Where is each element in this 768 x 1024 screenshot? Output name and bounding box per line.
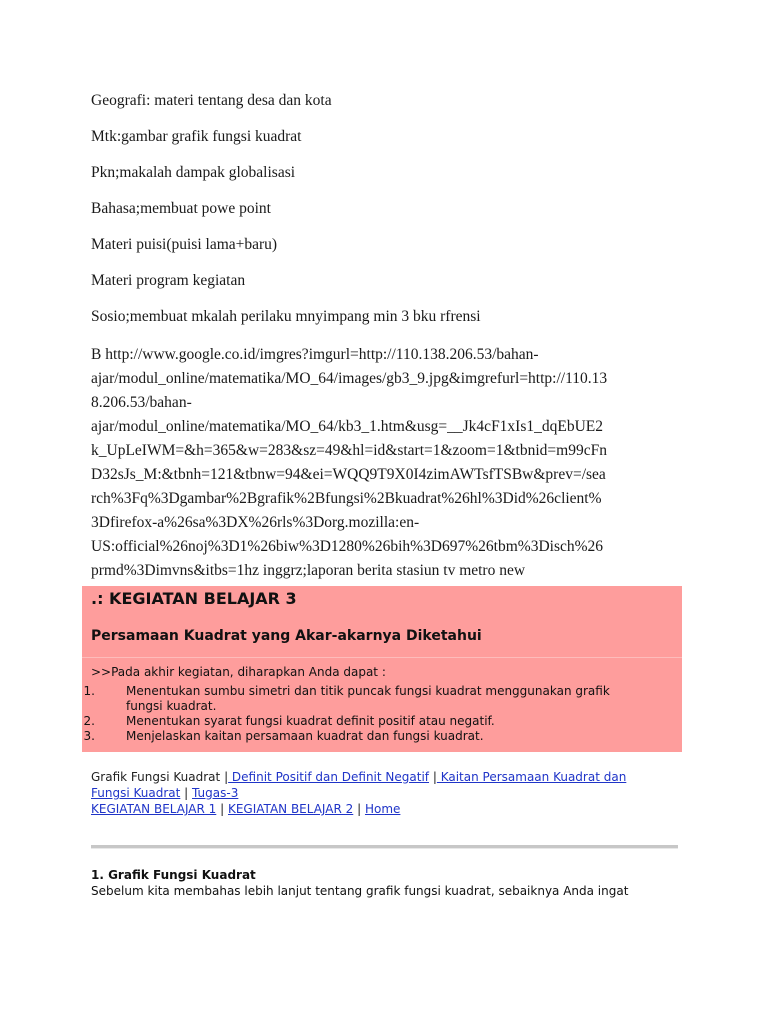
objective-item: [83, 684, 671, 714]
note-geografi: Geografi: materi tentang desa dan kota: [91, 92, 332, 109]
kegiatan-divider: [82, 657, 682, 658]
note-program: Materi program kegiatan: [91, 272, 246, 289]
url-line: prmd%3Dimvns&itbs=1hz inggrz;laporan berita stasiun tv metro new: [91, 562, 526, 579]
objective-text: Menentukan syarat fungsi kuadrat definit positif atau negatif.: [126, 714, 495, 728]
note-bahasa: Bahasa;membuat powe point: [91, 200, 271, 217]
note-mtk: Mtk:gambar grafik fungsi kuadrat: [91, 128, 302, 145]
nav-link-home[interactable]: Home: [364, 802, 401, 816]
note-puisi: Materi puisi(puisi lama+baru): [91, 236, 278, 253]
objective-item: [83, 714, 671, 729]
kegiatan-belajar-box: [82, 586, 682, 752]
nav-link-kaitan-cont[interactable]: Fungsi Kuadrat: [91, 786, 181, 800]
nav-separator: |: [432, 770, 437, 784]
nav-separator: |: [357, 802, 362, 816]
objective-number: 3.: [83, 729, 95, 743]
url-line: ajar/modul_online/matematika/MO_64/images/gb3_9.jpg&imgrefurl=http://110.13: [91, 370, 608, 387]
url-line: B http://www.google.co.id/imgres?imgurl=http://110.138.206.53/bahan-: [91, 346, 539, 363]
nav-link-kb1[interactable]: KEGIATAN BELAJAR 1: [91, 802, 217, 816]
objective-text: Menentukan sumbu simetri dan titik puncak fungsi kuadrat menggunakan grafik: [126, 684, 610, 698]
url-line: 3Dfirefox-a%26sa%3DX%26rls%3Dorg.mozilla:en-: [91, 514, 420, 531]
url-paragraph: [91, 343, 691, 583]
kegiatan-title: .: KEGIATAN BELAJAR 3: [91, 589, 297, 608]
objective-item: [83, 729, 671, 744]
url-line: k_UpLeIWM=&h=365&w=283&sz=49&hl=id&start=1&zoom=1&tbnid=m99cFn: [91, 442, 607, 459]
nav-separator: |: [220, 802, 225, 816]
objectives-list: [83, 684, 671, 744]
objective-number: 2.: [83, 714, 95, 728]
section-body: Sebelum kita membahas lebih lanjut tentang grafik fungsi kuadrat, sebaiknya Anda ingat: [91, 884, 629, 898]
kegiatan-intro: >>Pada akhir kegiatan, diharapkan Anda dapat :: [91, 665, 386, 679]
nav-link-kb2[interactable]: KEGIATAN BELAJAR 2: [227, 802, 354, 816]
nav-separator: |: [224, 770, 229, 784]
topic-navigation: [91, 769, 691, 817]
url-line: D32sJs_M:&tbnh=121&tbnw=94&ei=WQQ9T9X0I4zimAWTsfTSBw&prev=/sea: [91, 466, 606, 483]
note-pkn: Pkn;makalah dampak globalisasi: [91, 164, 296, 181]
objective-text-cont: fungsi kuadrat.: [126, 699, 217, 713]
url-line: ajar/modul_online/matematika/MO_64/kb3_1.htm&usg=__Jk4cF1xIs1_dqEbUE2: [91, 418, 604, 435]
nav-link-tugas[interactable]: Tugas-3: [192, 786, 239, 800]
section-title: 1. Grafik Fungsi Kuadrat: [91, 868, 256, 882]
nav-current: Grafik Fungsi Kuadrat: [91, 770, 221, 784]
kegiatan-subtitle: Persamaan Kuadrat yang Akar-akarnya Diketahui: [91, 628, 482, 644]
nav-link-definit[interactable]: Definit Positif dan Definit Negatif: [228, 770, 430, 784]
url-line: 8.206.53/bahan-: [91, 394, 192, 411]
url-line: US:official%26noj%3D1%26biw%3D1280%26bih%3D697%26tbm%3Disch%26: [91, 538, 604, 555]
nav-separator: |: [184, 786, 189, 800]
objective-text: Menjelaskan kaitan persamaan kuadrat dan fungsi kuadrat.: [126, 729, 484, 743]
objective-number: 1.: [83, 684, 95, 698]
nav-link-kaitan[interactable]: Kaitan Persamaan Kuadrat dan: [436, 770, 627, 784]
note-sosio: Sosio;membuat mkalah perilaku mnyimpang min 3 bku rfrensi: [91, 308, 481, 325]
url-line: rch%3Fq%3Dgambar%2Bgrafik%2Bfungsi%2Bkuadrat%26hl%3Did%26client%: [91, 490, 602, 507]
horizontal-rule: [91, 845, 678, 849]
